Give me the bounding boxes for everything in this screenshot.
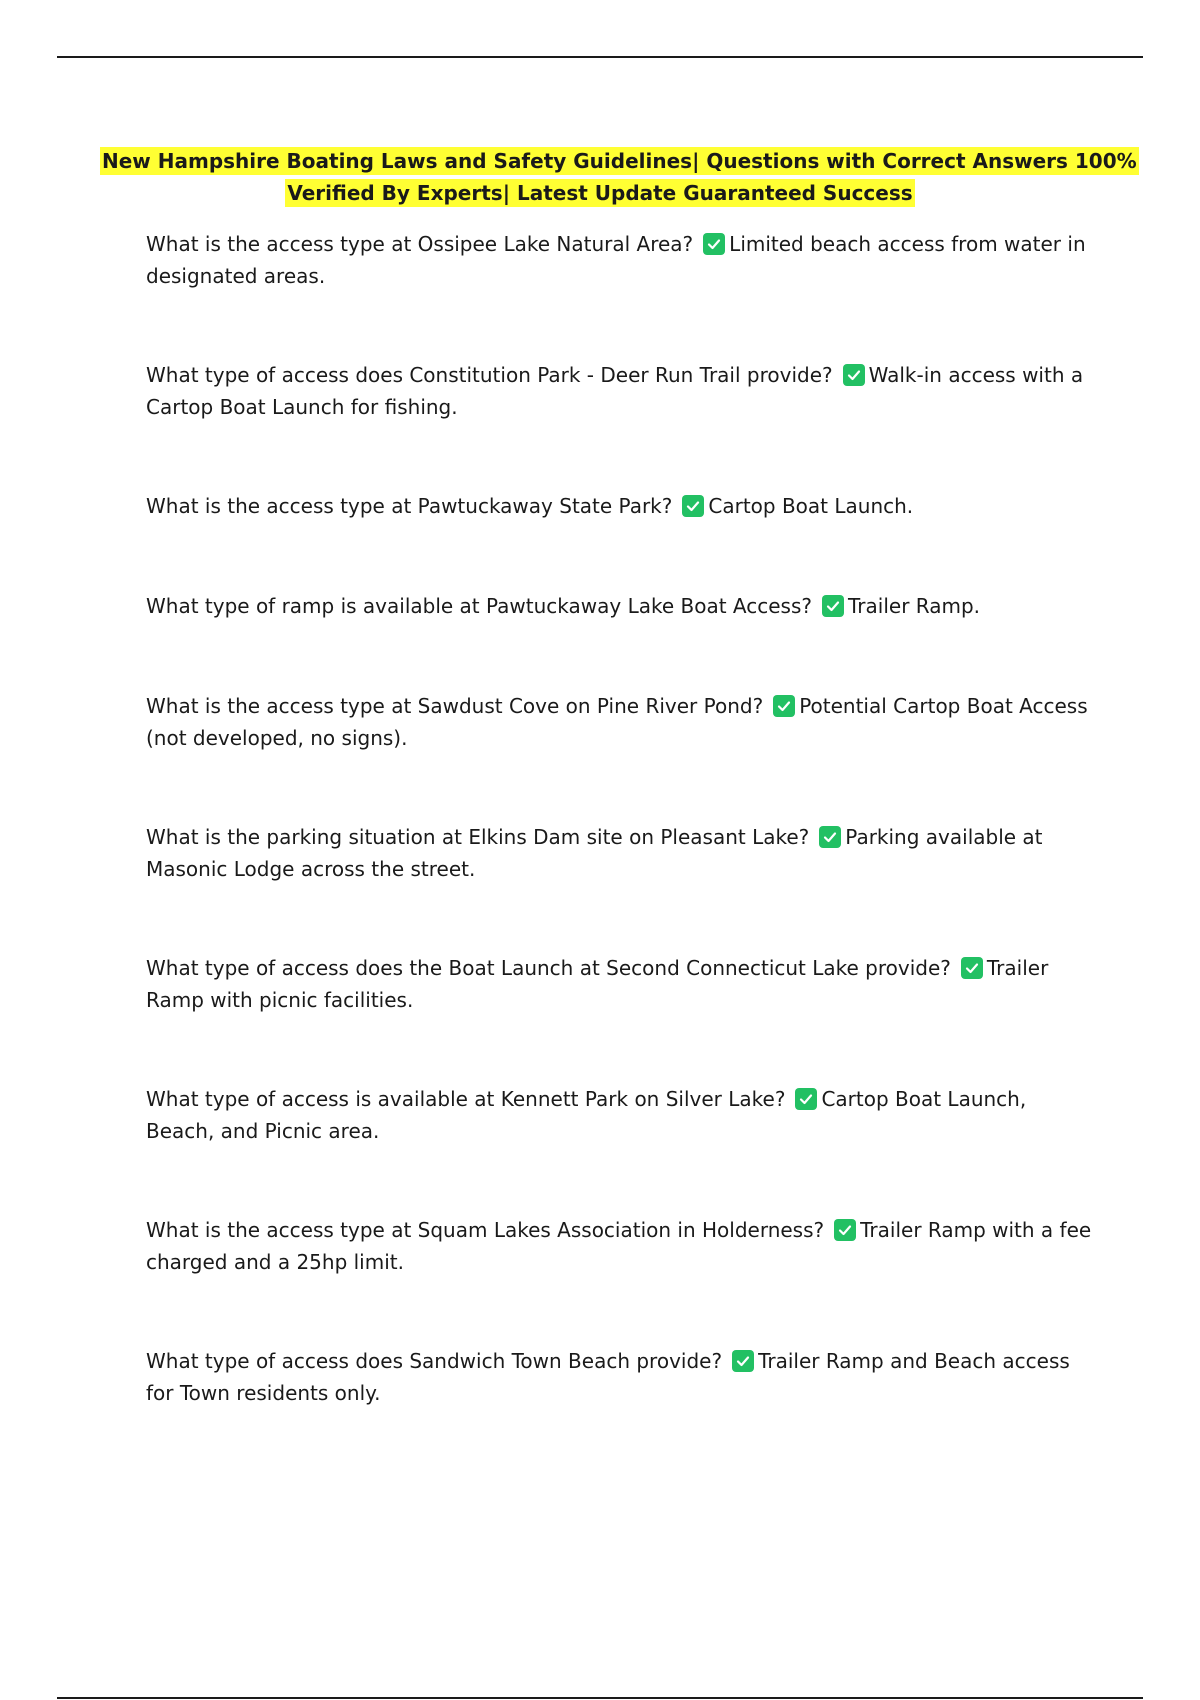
- check-mark-icon: [822, 595, 844, 617]
- qa-list: [146, 228, 1096, 1476]
- answer-text: Trailer Ramp with picnic facilities.: [146, 956, 1049, 1012]
- qa-item: [146, 359, 1096, 490]
- question-text: What is the access type at Sawdust Cove on Pine River Pond?: [146, 694, 764, 718]
- answer-text: Walk-in access with a Cartop Boat Launch for fishing.: [146, 363, 1084, 419]
- answer-text: Parking available at Masonic Lodge across the street.: [146, 825, 1043, 881]
- answer-text: Cartop Boat Launch.: [708, 494, 914, 518]
- qa-item: [146, 952, 1096, 1083]
- footer-rule: [57, 1697, 1143, 1699]
- check-mark-icon: [682, 495, 704, 517]
- qa-item: [146, 1083, 1096, 1214]
- check-mark-icon: [795, 1088, 817, 1110]
- qa-item: [146, 1345, 1096, 1476]
- question-text: What is the access type at Squam Lakes Association in Holderness?: [146, 1218, 825, 1242]
- check-mark-icon: [961, 957, 983, 979]
- answer-text: Limited beach access from water in designated areas.: [146, 232, 1086, 288]
- answer-text: Cartop Boat Launch, Beach, and Picnic area.: [146, 1087, 1027, 1143]
- question-text: What is the access type at Ossipee Lake Natural Area?: [146, 232, 694, 256]
- qa-item: [146, 490, 1096, 590]
- question-text: What type of access does the Boat Launch at Second Connecticut Lake provide?: [146, 956, 951, 980]
- qa-item: [146, 228, 1096, 359]
- document-title: [100, 145, 1137, 209]
- qa-item: [146, 821, 1096, 952]
- qa-item: [146, 590, 1096, 690]
- title-line-2: Verified By Experts| Latest Update Guaranteed Success: [287, 181, 913, 205]
- question-text: What type of access is available at Kennett Park on Silver Lake?: [146, 1087, 786, 1111]
- check-mark-icon: [819, 826, 841, 848]
- question-text: What type of ramp is available at Pawtuckaway Lake Boat Access?: [146, 594, 813, 618]
- question-text: What type of access does Constitution Park - Deer Run Trail provide?: [146, 363, 833, 387]
- check-mark-icon: [773, 695, 795, 717]
- question-text: What is the parking situation at Elkins Dam site on Pleasant Lake?: [146, 825, 810, 849]
- answer-text: Potential Cartop Boat Access (not developed, no signs).: [146, 694, 1088, 750]
- answer-text: Trailer Ramp and Beach access for Town residents only.: [146, 1349, 1070, 1405]
- question-text: What type of access does Sandwich Town Beach provide?: [146, 1349, 723, 1373]
- qa-item: [146, 1214, 1096, 1345]
- title-line-1: New Hampshire Boating Laws and Safety Guidelines| Questions with Correct Answers 100%: [102, 149, 1137, 173]
- check-mark-icon: [703, 233, 725, 255]
- header-rule: [57, 56, 1143, 58]
- qa-item: [146, 690, 1096, 821]
- question-text: What is the access type at Pawtuckaway State Park?: [146, 494, 673, 518]
- answer-text: Trailer Ramp.: [848, 594, 981, 618]
- check-mark-icon: [834, 1219, 856, 1241]
- check-mark-icon: [843, 364, 865, 386]
- check-mark-icon: [732, 1350, 754, 1372]
- answer-text: Trailer Ramp with a fee charged and a 25hp limit.: [146, 1218, 1092, 1274]
